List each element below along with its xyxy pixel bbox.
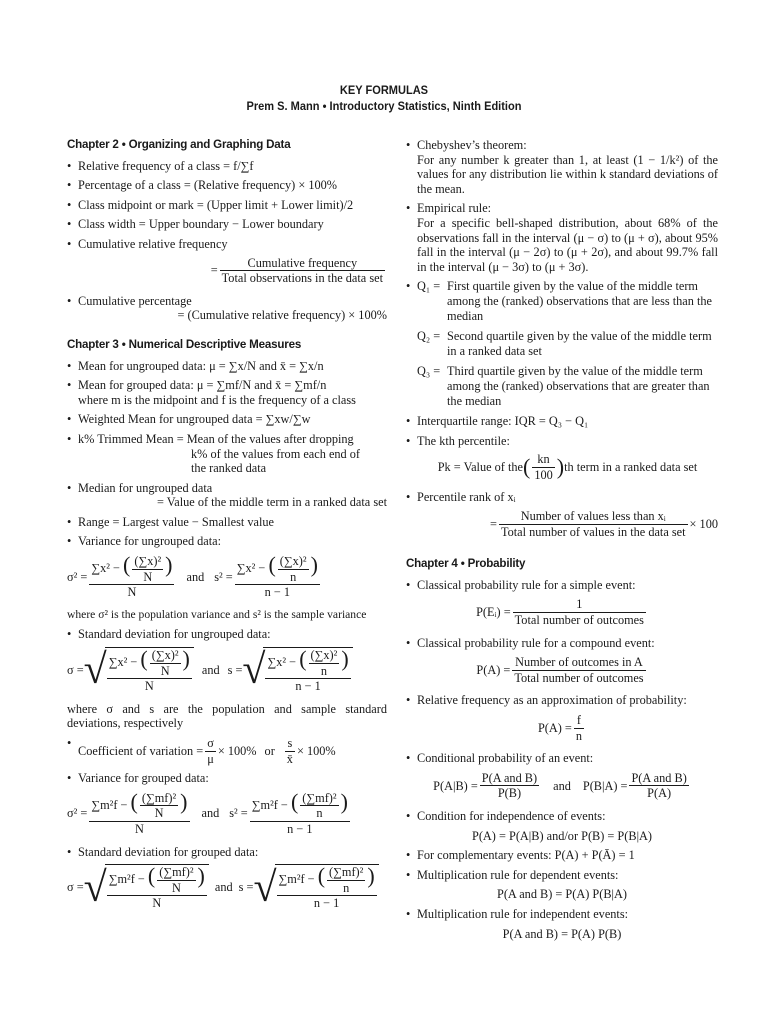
sdg-sum-m2f: ∑m²f − <box>108 872 145 887</box>
pa-numerator: Number of outcomes in A <box>512 655 645 671</box>
kth-percentile-label: • The kth percentile: <box>417 433 510 448</box>
ch3-item-variance-grouped: • Variance for grouped data: <box>67 771 387 786</box>
q1-value: First quartile given by the value of the middle term among the (ranked) observations that are less than the median <box>447 279 712 323</box>
sdg-N-label: N <box>171 880 181 895</box>
sdg-n-label: n <box>343 880 350 895</box>
variance-sigma-fraction <box>89 551 174 600</box>
multiplication-independent-formula: P(A and B) = P(A) P(B) <box>502 926 622 941</box>
page-subtitle: Prem S. Mann • Introductory Statistics, Ninth Edition <box>246 99 522 113</box>
ch3-item-weighted-mean: • Weighted Mean for ungrouped data = ∑xw/∑w <box>67 412 387 427</box>
multiplication-independent: • Multiplication rule for independent events: <box>406 907 718 922</box>
sdg-s-lhs: s = <box>238 880 254 895</box>
vg-and-label: and <box>201 806 220 821</box>
vg-s-denominator: n − 1 <box>287 821 313 836</box>
cv-pct-2: × 100% <box>296 743 336 758</box>
variance-grouped-formula <box>67 788 387 837</box>
variance-s-fraction <box>235 551 320 600</box>
ch3-item-median <box>67 481 387 510</box>
sd-s-sumx-sq: (∑x)² <box>310 648 338 663</box>
q2-row <box>417 329 718 358</box>
kth-percentile <box>406 434 718 483</box>
classical-simple-formula <box>406 597 718 627</box>
classical-compound: • Classical probability rule for a compound event: <box>406 636 718 651</box>
vg-N-label: N <box>154 806 164 821</box>
prank-denominator: Total number of values in the data set <box>500 524 686 539</box>
variance-ungrouped-formula <box>67 551 387 600</box>
variance-sigma-numerator: ∑x² − ( $\frac{\text{(∑x)²}}{N}$ ) <box>91 551 173 584</box>
cv-s-over-xbar <box>285 736 295 766</box>
cv-sigma-over-mu <box>205 736 216 766</box>
sdg-s-denominator: n − 1 <box>313 896 340 911</box>
sumx-sq-s: (∑x)² <box>279 554 307 569</box>
sum-x-squared-s: ∑x² − <box>236 560 266 575</box>
sdg-s-fraction <box>277 865 377 911</box>
sdg-smf-sq: (∑mf)² <box>159 865 194 880</box>
ch3-item-coefficient-of-variation <box>67 736 387 766</box>
independence-condition: • Condition for independence of events: <box>406 809 718 824</box>
sd-sumx-sq-over-N <box>150 648 181 678</box>
independence-formula: P(A) = P(A|B) and/or P(B) = P(B|A) <box>471 828 653 843</box>
pk-denominator: 100 <box>534 467 553 482</box>
vg-s-smf-sq: (∑mf)² <box>302 790 337 805</box>
pa-denominator: Total number of outcomes <box>514 670 644 685</box>
N-label: N <box>143 569 153 584</box>
vg-smf-sq-over-n <box>300 791 338 821</box>
page-header <box>31 82 738 114</box>
sd-ungrouped-formula: σ = √ ∑x² − ( $\frac{\text{(∑x)²}}{N}$ ) N and s = √ ∑x² − ( $\frac{\text{(∑x)²}}{n}$ ) n − 1 <box>67 647 387 694</box>
pe-fraction <box>513 597 646 627</box>
vg-sigma-numerator: ∑m²f − ( $\frac{\text{(∑mf)²}}{N}$ ) <box>91 788 188 821</box>
sum-x-squared: ∑x² − <box>91 560 120 575</box>
conditional-probability: • Conditional probability of an event: <box>406 751 718 766</box>
sdg-sigma-denominator: N <box>152 896 162 911</box>
chebyshev-text: For any number k greater than 1, at least (1 − 1/k²) of the values for any distribution lie within k standard deviations of the mean. <box>417 152 718 196</box>
pk-right: th term in a ranked data set <box>564 460 698 475</box>
sdg-sigma-lhs: σ = <box>67 880 84 895</box>
cv-s: s <box>285 736 295 752</box>
cp-value: = (Cumulative relative frequency) × 100% <box>177 308 387 323</box>
sd-sigma-numerator: ∑x² − ( $\frac{\text{(∑x)²}}{N}$ ) <box>108 645 190 678</box>
sdg-s-sum-m2f: ∑m²f − <box>278 872 315 887</box>
crf-label: • Cumulative relative frequency <box>78 236 228 251</box>
sd-N-label: N <box>160 663 170 678</box>
kn-over-100 <box>532 452 554 482</box>
ch3-item-variance-ungrouped: • Variance for ungrouped data: <box>67 534 387 549</box>
ch3-item-sd-grouped: • Standard deviation for grouped data: <box>67 845 387 860</box>
sd-n-label: n <box>320 663 327 678</box>
sd-sumx-sq: (∑x)² <box>151 648 179 663</box>
vg-smf-sq-over-N <box>140 791 178 821</box>
vg-sigma-fraction <box>89 788 189 837</box>
crf-denominator: Total observations in the data set <box>221 271 383 286</box>
ch3-item-sd-ungrouped: • Standard deviation for ungrouped data: <box>67 627 387 642</box>
classical-compound-formula <box>406 655 718 685</box>
prank-numerator: Number of values less than xᵢ <box>499 509 688 525</box>
prank-fraction <box>499 509 688 539</box>
complementary-events: • For complementary events: P(A) + P(Ā) = 1 <box>406 848 718 863</box>
q3-key: Q₃ = <box>417 364 441 379</box>
pk-left: Pk = Value of the <box>437 460 523 475</box>
percentile-rank-label: • Percentile rank of xᵢ <box>417 490 516 505</box>
vg-s-sum-m2f: ∑m²f − <box>251 797 288 812</box>
sumx-sq-over-N <box>132 554 163 584</box>
vg-s-lhs: s² = <box>229 806 248 821</box>
sd-s-sumx-sq-over-n <box>309 648 340 678</box>
kth-percentile-formula: Pk = Value of the ( $\frac{kn}{100}$ ) th term in a ranked data set <box>437 452 698 482</box>
sd-grouped-formula: σ = √ ∑m²f − ( $\frac{\text{(∑mf)²}}{N}$ ) N and s = √ ∑m²f − ( $\frac{\text{(∑mf)²}}{n}$ ) n − 1 <box>67 864 387 911</box>
mean-grouped-formula: • Mean for grouped data: μ = ∑mf/N and x̄ = ∑mf/n <box>78 378 327 393</box>
prank-times-100: × 100 <box>689 516 718 531</box>
trimmed-mean-line-1: • k% Trimmed Mean = Mean of the values after dropping <box>78 431 354 446</box>
q2-value: Second quartile given by the value of the middle term in a ranked data set <box>447 329 712 358</box>
cv-pct-1: × 100% <box>217 743 257 758</box>
q3-row <box>417 364 718 408</box>
sdg-sigma-fraction <box>107 865 207 911</box>
crf-formula <box>78 256 387 286</box>
chebyshev-theorem <box>406 138 718 196</box>
ch2-item-percentage: • Percentage of a class = (Relative frequency) × 100% <box>67 178 387 193</box>
crf-numerator: Cumulative frequency <box>220 256 385 272</box>
variance-s-numerator: ∑x² − ( $\frac{\text{(∑x)²}}{n}$ ) <box>236 551 318 584</box>
cv-label: • Coefficient of variation = <box>78 743 204 758</box>
sd-s-numerator: ∑x² − ( $\frac{\text{(∑x)²}}{n}$ ) <box>267 645 349 678</box>
cpb-denominator: P(A) <box>647 786 672 801</box>
sumx-sq-over-n <box>278 554 309 584</box>
sd-sigma-fraction <box>107 645 192 694</box>
q3-value: Third quartile given by the value of the middle term among the (ranked) observations that are greater than the median <box>447 364 710 408</box>
ch2-item-class-midpoint: • Class midpoint or mark = (Upper limit + Lower limit)/2 <box>67 198 387 213</box>
sd-s-sum-x-squared: ∑x² − <box>267 654 297 669</box>
sdg-s-numerator: ∑m²f − ( $\frac{\text{(∑mf)²}}{n}$ ) <box>278 863 375 895</box>
sd-s-fraction <box>265 645 350 694</box>
variance-s-lhs: s² = <box>214 569 233 584</box>
q1-row <box>417 279 718 323</box>
multiplication-dependent-formula: P(A and B) = P(A) P(B|A) <box>497 887 627 902</box>
sd-and-label: and <box>201 663 220 678</box>
right-column <box>406 138 718 941</box>
crf-equals: = <box>210 263 218 278</box>
page-title: KEY FORMULAS <box>339 83 429 97</box>
pe-numerator: 1 <box>513 597 646 613</box>
variance-sigma-lhs: σ² = <box>67 569 88 584</box>
ch2-item-relative-frequency: • Relative frequency of a class = f/∑f <box>67 159 387 174</box>
vg-s-numerator: ∑m²f − ( $\frac{\text{(∑mf)²}}{n}$ ) <box>251 788 348 821</box>
cv-or: or <box>264 743 275 758</box>
conditional-probability-formula <box>406 771 718 801</box>
sd-sum-x-squared: ∑x² − <box>108 654 138 669</box>
median-value: = Value of the middle term in a ranked data set <box>156 495 387 510</box>
and-label: and <box>186 569 205 584</box>
vg-smf-sq: (∑mf)² <box>141 790 177 805</box>
sdg-s-smf-sq: (∑mf)² <box>329 865 364 880</box>
rf-fraction <box>574 713 584 743</box>
multiplication-dependent: • Multiplication rule for dependent events: <box>406 868 718 883</box>
sdg-smf-sq-over-N <box>157 865 195 895</box>
cp-and: and <box>553 778 571 793</box>
sd-sigma-denominator: N <box>144 679 154 694</box>
sdg-sigma-numerator: ∑m²f − ( $\frac{\text{(∑mf)²}}{N}$ ) <box>108 863 205 895</box>
cpb-fraction <box>629 771 688 801</box>
q1-key: • Q₁ = <box>417 279 441 294</box>
sd-sigma-lhs: σ = <box>67 663 84 678</box>
sdg-and-label: and <box>214 880 233 895</box>
chapter-4-heading: Chapter 4 • Probability <box>406 557 526 571</box>
mean-grouped-note: where m is the midpoint and f is the frequency of a class <box>78 392 356 407</box>
empirical-label: • Empirical rule: <box>417 201 492 216</box>
cpb-numerator: P(A and B) <box>631 770 687 785</box>
pa-fraction <box>512 655 645 685</box>
cpa-left: P(A|B) = <box>433 778 478 793</box>
pe-left: P(Eᵢ) = <box>476 605 511 620</box>
cpa-fraction <box>480 771 539 801</box>
variance-sigma-denominator: N <box>127 585 137 600</box>
cpa-numerator: P(A and B) <box>481 770 538 785</box>
percentile-rank-formula <box>417 509 718 539</box>
quartiles <box>406 279 718 408</box>
cv-xbar: x̄ <box>286 751 293 766</box>
sd-s-denominator: n − 1 <box>295 679 321 694</box>
pa-left: P(A) = <box>476 663 511 678</box>
cp-label: • Cumulative percentage <box>78 293 192 308</box>
median-label: • Median for ungrouped data <box>78 480 213 495</box>
vg-sigma-lhs: σ² = <box>67 806 88 821</box>
crf-fraction <box>220 256 385 286</box>
ch3-item-mean-grouped <box>67 378 387 407</box>
ch3-item-range: • Range = Largest value − Smallest value <box>67 515 387 530</box>
interquartile-range: • Interquartile range: IQR = Q₃ − Q₁ <box>406 414 718 429</box>
ch2-item-class-width: • Class width = Upper boundary − Lower boundary <box>67 217 387 232</box>
ch2-item-cumulative-relative-frequency <box>67 237 387 286</box>
percentile-rank <box>406 490 718 539</box>
vg-s-fraction <box>250 788 350 837</box>
trimmed-mean-line-3: the ranked data <box>191 461 267 476</box>
pe-denominator: Total number of outcomes <box>514 613 644 628</box>
sd-note: where σ and s are the population and sample standard deviations, respectively <box>67 701 387 731</box>
prank-equals: = <box>490 516 497 531</box>
vg-sigma-denominator: N <box>134 821 144 836</box>
left-column <box>67 138 387 919</box>
pk-numerator: kn <box>532 452 554 468</box>
cpb-left: P(B|A) = <box>582 778 628 793</box>
vg-sum-m2f: ∑m²f − <box>91 797 128 812</box>
variance-s-denominator: n − 1 <box>264 585 290 600</box>
rf-left: P(A) = <box>537 720 572 735</box>
cpa-denominator: P(B) <box>497 786 522 801</box>
vg-n-label: n <box>316 806 323 821</box>
sdg-smf-sq-over-n <box>327 865 365 895</box>
n-label: n <box>290 569 297 584</box>
chapter-3-heading: Chapter 3 • Numerical Descriptive Measures <box>67 337 302 351</box>
cv-sigma: σ <box>207 736 214 750</box>
cv-mu: μ <box>207 751 214 766</box>
chapter-2-heading: Chapter 2 • Organizing and Graphing Data <box>67 138 291 151</box>
empirical-text: For a specific bell-shaped distribution, about 68% of the observations fall in the interval (μ − σ) to (μ + σ), about 95% fall in the interval (μ − 2σ) to (μ + 2σ), and about 99.7% fall in the interval (μ − 3σ) to (μ + 3σ). <box>417 215 718 274</box>
sumx-sq: (∑x)² <box>134 554 162 569</box>
q2-key: Q₂ = <box>417 329 441 344</box>
chebyshev-label: • Chebyshev’s theorem: <box>417 138 527 152</box>
ch3-item-trimmed-mean <box>67 432 387 476</box>
empirical-rule <box>406 201 718 274</box>
variance-note: where σ² is the population variance and s² is the sample variance <box>67 607 367 621</box>
relative-frequency-formula <box>406 713 718 743</box>
relative-frequency-probability: • Relative frequency as an approximation of probability: <box>406 693 718 708</box>
ch3-item-mean-ungrouped: • Mean for ungrouped data: μ = ∑x/N and x̄ = ∑x/n <box>67 359 387 374</box>
trimmed-mean-line-2: k% of the values from each end of <box>191 446 361 461</box>
classical-simple: • Classical probability rule for a simple event: <box>406 578 718 593</box>
rf-denominator: n <box>575 728 583 743</box>
sd-s-lhs: s = <box>227 663 243 678</box>
ch2-item-cumulative-percentage <box>67 294 387 323</box>
rf-numerator: f <box>574 713 584 729</box>
